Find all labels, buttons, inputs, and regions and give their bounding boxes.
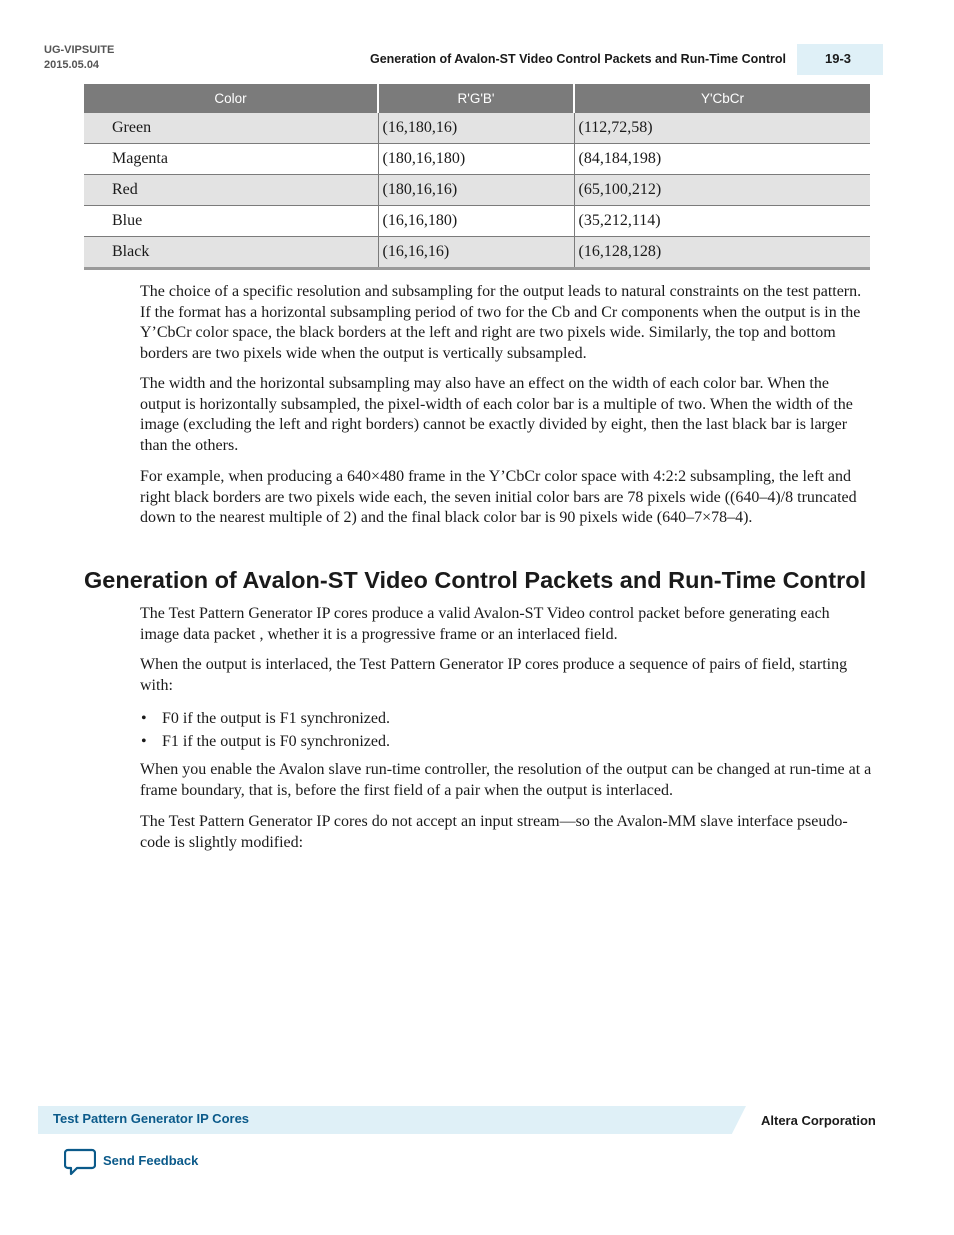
doc-id: UG-VIPSUITE xyxy=(44,44,115,56)
paragraph-text: The width and the horizontal subsampling may also have an effect on the width of each color bar. When the output is horizontally subsampled, the pixel-width of each color bar is a multiple of two. When the width of the image (excluding the left and right borders) cannot be exactly divided by eight, then the last black bar is larger than the others. xyxy=(140,375,853,454)
rgb-value-cell: (16,16,16) xyxy=(378,237,574,269)
paragraph xyxy=(140,812,872,853)
column-header-ycbcr: Y'CbCr xyxy=(574,84,870,113)
color-name-cell: Magenta xyxy=(84,144,378,175)
doc-header-meta xyxy=(44,43,114,73)
color-name-cell: Green xyxy=(84,113,378,144)
list-item: • F1 if the output is F0 synchronized. xyxy=(140,730,390,753)
doc-date: 2015.05.04 xyxy=(44,59,100,71)
paragraph xyxy=(140,467,872,529)
ycbcr-value-cell: (16,128,128) xyxy=(574,237,870,269)
paragraph-text: When you enable the Avalon slave run-time controller, the resolution of the output can be changed at run-time at a frame boundary, that is, before the first field of a pair when the output is interlaced. xyxy=(140,761,872,799)
ycbcr-value-cell: (112,72,58) xyxy=(574,113,870,144)
send-feedback-link[interactable]: Send Feedback xyxy=(103,1153,199,1168)
page-number: 19-3 xyxy=(797,44,883,75)
paragraph-text: The Test Pattern Generator IP cores produce a valid Avalon-ST Video control packet before generating each image data packet , whether it is a progressive frame or an interlaced field. xyxy=(140,605,830,643)
paragraph-text: The Test Pattern Generator IP cores do not accept an input stream—so the Avalon-MM slave interface pseudo-code is slightly modified: xyxy=(140,813,848,851)
paragraph-text: When the output is interlaced, the Test Pattern Generator IP cores produce a sequence of pairs of field, starting with: xyxy=(140,656,848,694)
color-name-cell: Black xyxy=(84,237,378,269)
footer-chapter-link[interactable]: Test Pattern Generator IP Cores xyxy=(53,1111,250,1126)
ycbcr-value-cell: (84,184,198) xyxy=(574,144,870,175)
column-header-color: Color xyxy=(84,84,378,113)
list-item: • F0 if the output is F1 synchronized. xyxy=(140,707,390,730)
paragraph xyxy=(140,655,872,696)
rgb-value-cell: (16,180,16) xyxy=(378,113,574,144)
paragraph xyxy=(140,604,872,645)
table-header-row xyxy=(84,84,870,113)
table-row xyxy=(84,237,870,269)
table-row xyxy=(84,144,870,175)
table-row xyxy=(84,113,870,144)
column-header-rgb: R'G'B' xyxy=(378,84,574,113)
running-section-title: Generation of Avalon-ST Video Control Packets and Run-Time Control xyxy=(369,52,786,66)
footer-company: Altera Corporation xyxy=(761,1113,876,1128)
paragraph xyxy=(140,760,872,801)
color-name-cell: Blue xyxy=(84,206,378,237)
color-name-cell: Red xyxy=(84,175,378,206)
paragraph-text: The choice of a specific resolution and subsampling for the output leads to natural constraints on the test pattern. If the format has a horizontal subsampling period of two for the Cb and Cr components when the output is in the Y’CbCr color space, the black borders at the left and right are two pixels wide. Similarly, the top and bottom borders are two pixels wide when the output is vertically subsampled. xyxy=(140,283,862,362)
bullet-list xyxy=(140,707,390,753)
table-row xyxy=(84,175,870,206)
paragraph xyxy=(140,282,872,364)
section-heading: Generation of Avalon-ST Video Control Packets and Run-Time Control xyxy=(84,567,867,593)
color-values-table xyxy=(84,84,870,270)
rgb-value-cell: (180,16,180) xyxy=(378,144,574,175)
ycbcr-value-cell: (65,100,212) xyxy=(574,175,870,206)
table-row xyxy=(84,206,870,237)
rgb-value-cell: (180,16,16) xyxy=(378,175,574,206)
paragraph-text: For example, when producing a 640×480 frame in the Y’CbCr color space with 4:2:2 subsampling, the left and right black borders are two pixels wide each, the seven initial color bars are 78 pixels wide ((640–4)/8 truncated down to the nearest multiple of 2) and the final black color bar is 90 pixels wide (640–7×78–4). xyxy=(140,468,857,527)
speech-bubble-icon[interactable] xyxy=(64,1148,96,1176)
rgb-value-cell: (16,16,180) xyxy=(378,206,574,237)
paragraph xyxy=(140,374,872,456)
ycbcr-value-cell: (35,212,114) xyxy=(574,206,870,237)
